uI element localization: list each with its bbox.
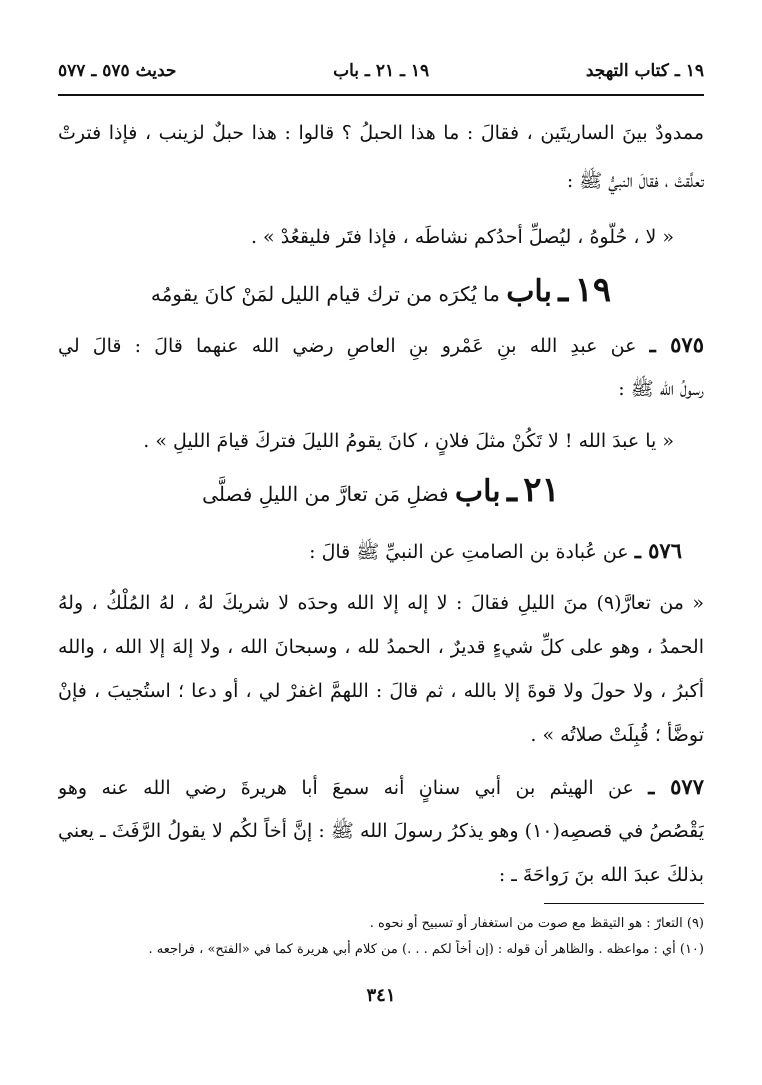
hadith-575-quote: « يا عبدَ الله ! لا تَكُنْ مثلَ فلانٍ ، كانَ يقومُ الليلَ فتركَ قيامَ الليلِ » . (143, 430, 674, 452)
hadith-number: ٥٧٥ ـ (649, 332, 704, 357)
chapter-dash: ـ (506, 470, 517, 510)
page-number: ٣٤١ (366, 985, 396, 1006)
footnote-10: (١٠) أي : مواعظه . والظاهر أن قوله : (إن أخاً لكم . . .) من كلام أبي هريرة كما في «الفتح» ، فراجعه . (148, 942, 704, 957)
hadith-text: عن الهيثم بن أبي سنانٍ أنه سمعَ أبا هريرةَ رضي الله عنه وهو (58, 777, 634, 799)
chapter-heading-21 (58, 470, 704, 510)
footnote-9: (٩) التعارّ : هو التيقظ مع صوت من استغفار أو تسبيح أو نحوه . (369, 916, 704, 931)
chapter-title: فضلِ مَن تعارَّ من الليلِ فصلَّى (202, 482, 449, 506)
hadith-577-line-2: يَقْصُصُ في قصصِه(١٠) وهو يذكرُ رسولَ الله ﷺ : إنَّ أخاً لكُم لا يقولُ الرَّفَثَ ـ يعني (58, 820, 704, 842)
hadith-575-line-2: رسولُ الله ﷺ : (618, 378, 704, 400)
chapter-number: ١٩ (574, 270, 612, 310)
hadith-577-line-1 (58, 772, 704, 803)
header-book-title: ١٩ ـ كتاب التهجد (585, 61, 704, 81)
chapter-number: ٢١ (523, 470, 560, 510)
header-hadith-range: حديث ٥٧٥ ـ ٥٧٧ (58, 61, 177, 81)
hadith-576-line-1 (58, 536, 682, 567)
hadith-576-line-4: أكبرُ ، ولا حولَ ولا قوةَ إلا بالله ، ثم قالَ : اللهمَّ اغفرْ لي ، أو دعا ؛ استُجيبَ ، فإنْ (58, 680, 704, 702)
intro-quote: « لا ، حُلُّوهُ ، ليُصلِّ أحدُكم نشاطَه ، فإذا فتَر فليقعُدْ » . (250, 226, 674, 248)
header-chapters: ١٩ ـ ٢١ ـ باب (333, 61, 430, 81)
hadith-text: عن عُبادة بن الصامتِ عن النبيِّ ﷺ قالَ : (309, 541, 629, 563)
hadith-577-line-3: بذلكَ عبدَ الله بنَ رَواحَةَ ـ : (498, 864, 704, 886)
header-divider (58, 94, 704, 96)
intro-line-2: تعلَّقتْ ، فقالَ النبيُّ ﷺ : (566, 170, 704, 192)
hadith-text: عن عبدِ الله بنِ عَمْرو بنِ العاصِ رضي الله عنهما قالَ : قالَ لي (58, 335, 637, 357)
footnote-divider (544, 903, 704, 904)
hadith-number: ٥٧٦ ـ (634, 538, 682, 563)
chapter-word: باب (454, 474, 501, 509)
chapter-title: ما يُكرَه من ترك قيام الليل لمَنْ كانَ يقومُه (150, 282, 500, 306)
chapter-dash: ـ (558, 270, 569, 310)
hadith-576-line-5: توضَّأ ؛ قُبِلَتْ صلاتُه » . (530, 724, 704, 746)
hadith-576-line-3: الحمدُ ، وهو على كلِّ شيءٍ قديرٌ ، الحمدُ لله ، وسبحانَ الله ، ولا إلهَ إلا الله ، والله (58, 636, 704, 658)
hadith-576-line-2: « من تعارَّ(٩) منَ الليلِ فقالَ : لا إله إلا الله وحدَه لا شريكَ لهُ ، لهُ المُلْكُ ، ولهُ (58, 592, 704, 614)
hadith-number: ٥٧٧ ـ (648, 774, 704, 799)
chapter-word: باب (506, 274, 552, 309)
hadith-575-line-1 (58, 330, 704, 361)
running-header (58, 56, 704, 86)
intro-line-1: ممدودٌ بينَ الساريتَين ، فقالَ : ما هذا الحبلُ ؟ قالوا : هذا حبلٌ لزينب ، فإذا فترتْ (58, 122, 704, 144)
chapter-heading-19 (58, 270, 704, 310)
